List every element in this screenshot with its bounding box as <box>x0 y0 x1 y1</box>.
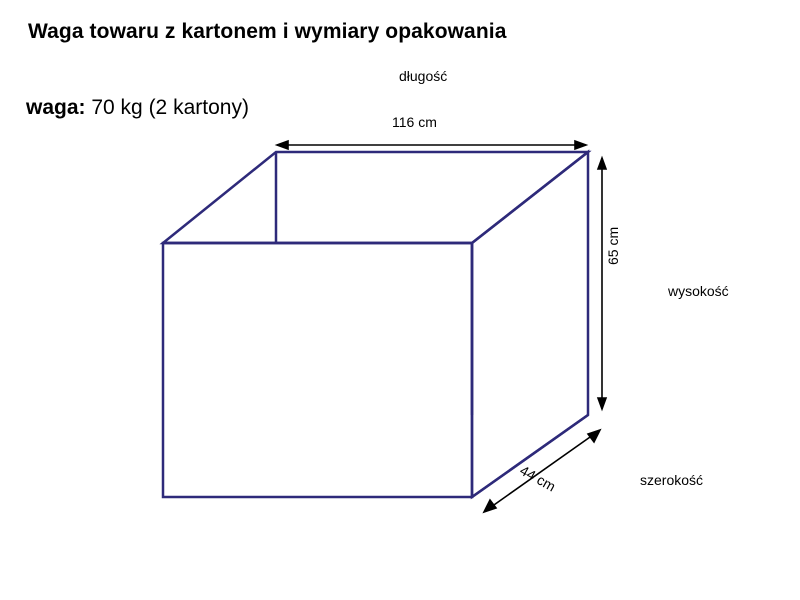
dimension-height-value: 65 cm <box>605 226 621 265</box>
label-width: szerokość <box>640 472 704 488</box>
label-height: wysokość <box>668 283 729 299</box>
dimension-lines <box>277 141 606 512</box>
length-arrow-left <box>277 141 288 149</box>
height-arrow-bottom <box>598 398 606 409</box>
box-front-face <box>163 243 472 497</box>
dimension-length-value: 116 cm <box>392 114 437 130</box>
height-arrow-top <box>598 158 606 169</box>
length-arrow-right <box>575 141 586 149</box>
box-bottom-right-edge <box>472 415 588 497</box>
page-title: Waga towaru z kartonem i wymiary opakowania <box>28 20 507 43</box>
box-right-face <box>472 152 588 497</box>
dimension-width-value: 44 cm <box>517 462 559 495</box>
label-length: długość <box>399 68 448 84</box>
weight-label: waga: <box>26 96 86 119</box>
box-wireframe <box>163 152 588 497</box>
box-hidden-edges <box>163 243 472 415</box>
box-top-face <box>163 152 588 243</box>
width-arrow-upper <box>588 430 600 442</box>
width-arrow-lower <box>484 500 496 512</box>
weight-value: 70 kg (2 kartony) <box>91 96 249 119</box>
